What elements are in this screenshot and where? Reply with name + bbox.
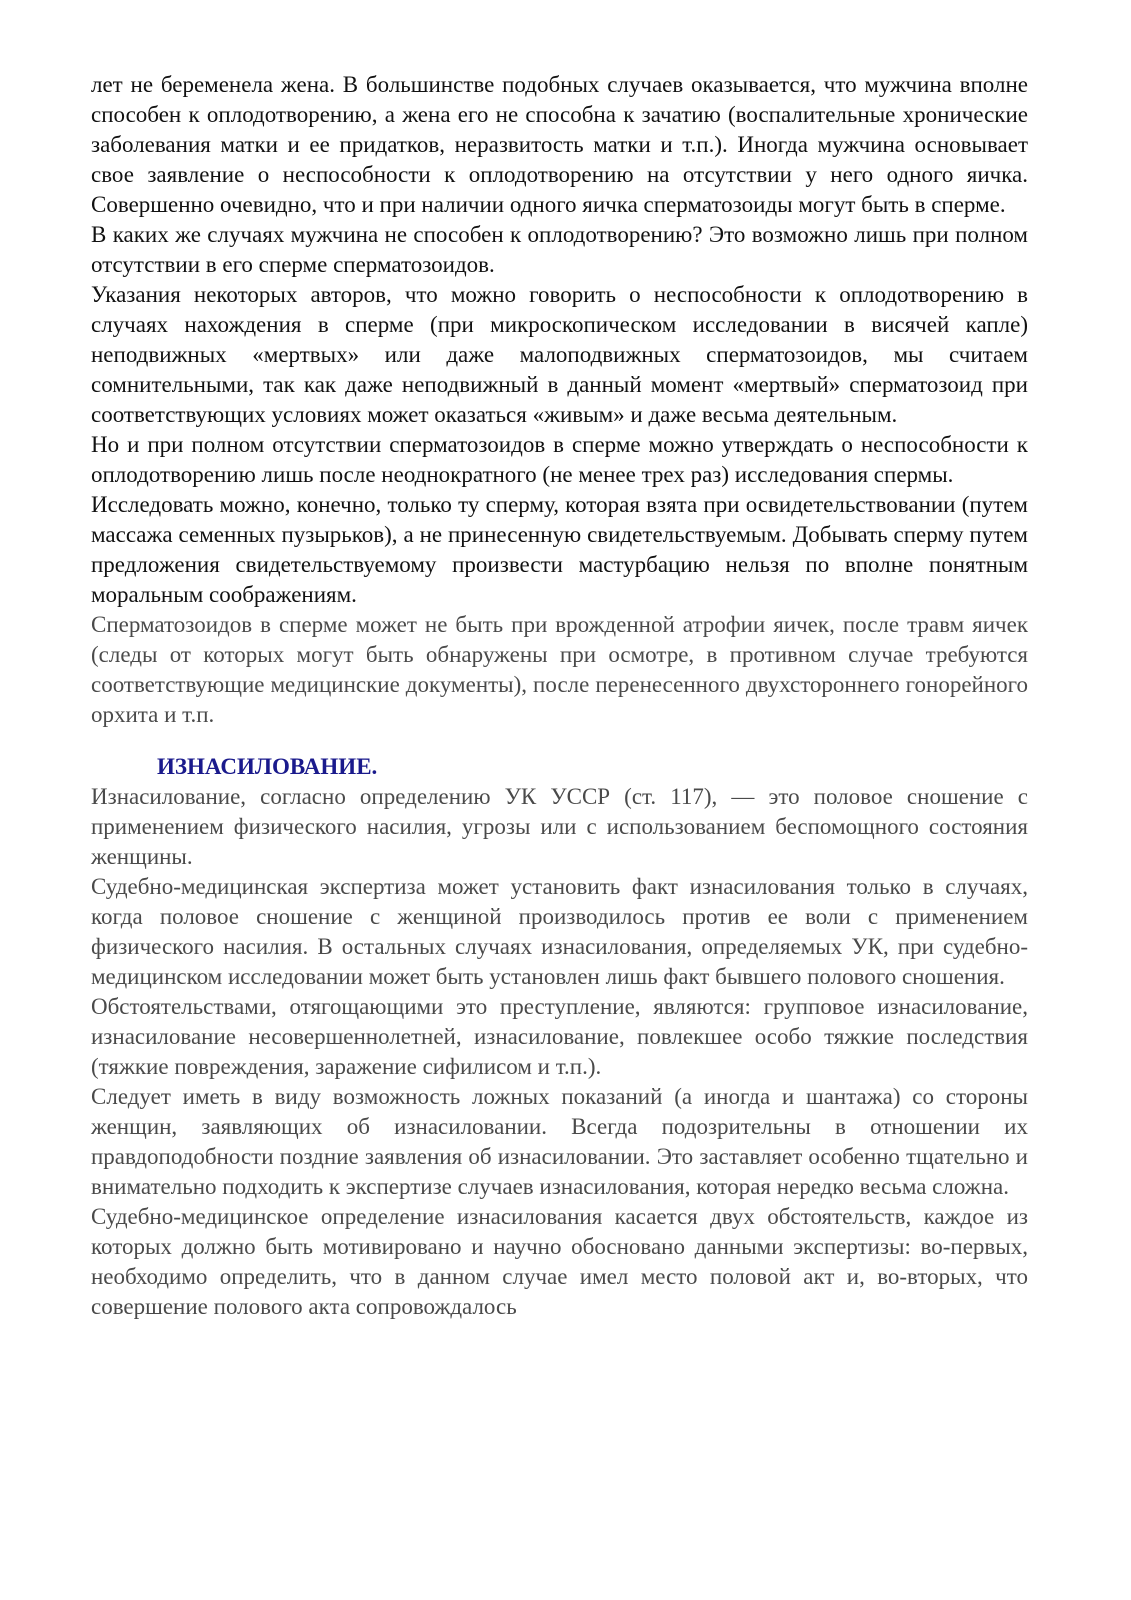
section-heading: ИЗНАСИЛОВАНИЕ. xyxy=(157,754,378,779)
paragraph-6: Сперматозоидов в сперме может не быть при врожденной атрофии яичек, после травм яичек (следы от которых могут быть обнаружены при осмотре, в противном случае требуются соответствующие медицинские документы), после перенесенного двухстороннего гонорейного орхита и т.п. xyxy=(91,612,1028,727)
paragraph-2: В каких же случаях мужчина не способен к оплодотворению? Это возможно лишь при полном отсутствии в его сперме сперматозоидов. xyxy=(91,222,1028,277)
paragraph-1: лет не беременела жена. В большинстве подобных случаев оказывается, что мужчина вполне способен к оплодотворению, а жена его не способна к зачатию (воспалительные хронические заболевания матки и ее придатков, неразвитость матки и т.п.). Иногда мужчина основывает свое заявление о неспособности к оплодотворению на отсутствии у него одного яичка. Совершенно очевидно, что и при наличии одного яичка сперматозоиды могут быть в сперме. xyxy=(91,72,1028,217)
paragraph-10: Следует иметь в виду возможность ложных показаний (а иногда и шантажа) со стороны женщин, заявляющих об изнасиловании. Всегда подозрительны в отношении их правдоподобности поздние заявления об изнасиловании. Это заставляет особенно тщательно и внимательно подходить к экспертизе случаев изнасилования, которая нередко весьма сложна. xyxy=(91,1084,1028,1199)
paragraph-7: Изнасилование, согласно определению УК УССР (ст. 117), — это половое сношение с применением физического насилия, угрозы или с использованием беспомощного состояния женщины. xyxy=(91,784,1028,869)
paragraph-4: Но и при полном отсутствии сперматозоидов в сперме можно утверждать о неспособности к оплодотворению лишь после неоднократного (не менее трех раз) исследования спермы. xyxy=(91,432,1028,487)
paragraph-9: Обстоятельствами, отягощающими это преступление, являются: групповое изнасилование, изнасилование несовершеннолетней, изнасилование, повлекшее особо тяжкие последствия (тяжкие повреждения, заражение сифилисом и т.п.). xyxy=(91,994,1028,1079)
paragraph-3: Указания некоторых авторов, что можно говорить о неспособности к оплодотворению в случаях нахождения в сперме (при микроскопическом исследовании в висячей капле) неподвижных «мертвых» или даже малоподвижных сперматозоидов, мы считаем сомнительными, так как даже неподвижный в данный момент «мертвый» сперматозоид при соответствующих условиях может оказаться «живым» и даже весьма деятельным. xyxy=(91,282,1028,427)
paragraph-8: Судебно-медицинская экспертиза может установить факт изнасилования только в случаях, когда половое сношение с женщиной производилось против ее воли с применением физического насилия. В остальных случаях изнасилования, определяемых УК, при судебно-медицинском исследовании может быть установлен лишь факт бывшего полового сношения. xyxy=(91,874,1028,989)
paragraph-5: Исследовать можно, конечно, только ту сперму, которая взята при освидетельствовании (путем массажа семенных пузырьков), а не принесенную свидетельствуемым. Добывать сперму путем предложения свидетельствуемому произвести мастурбацию нельзя по вполне понятным моральным соображениям. xyxy=(91,492,1028,607)
paragraph-11: Судебно-медицинское определение изнасилования касается двух обстоятельств, каждое из которых должно быть мотивировано и научно обосновано данными экспертизы: во-первых, необходимо определить, что в данном случае имел место половой акт и, во-вторых, что совершение полового акта сопровождалось xyxy=(91,1204,1028,1319)
document-page xyxy=(91,70,1028,1322)
